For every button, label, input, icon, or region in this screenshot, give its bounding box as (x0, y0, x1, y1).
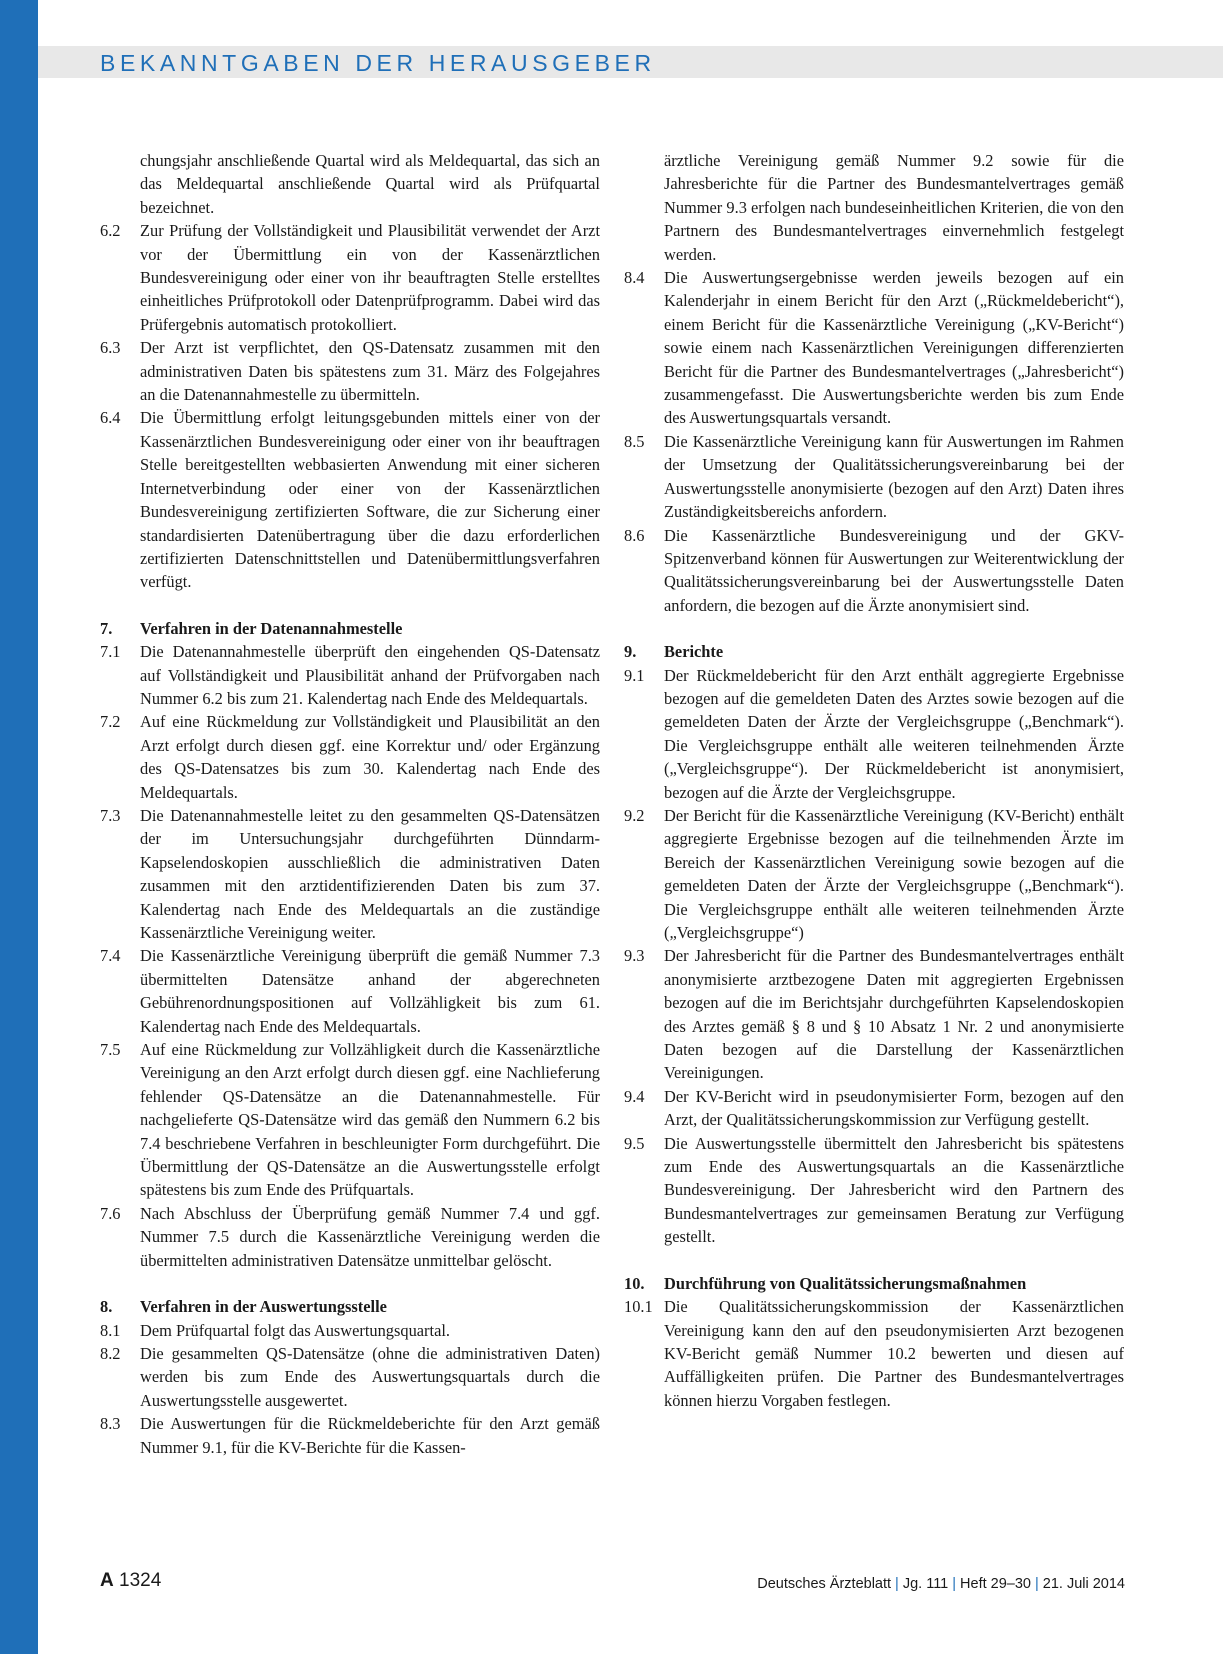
list-item (624, 524, 1124, 618)
item-number: 6.3 (100, 338, 121, 358)
item-number: 9.4 (624, 1086, 645, 1106)
item-number: 7.6 (100, 1203, 121, 1223)
list-item (100, 406, 600, 593)
list-item (100, 1202, 600, 1272)
list-item (624, 1295, 1124, 1412)
item-number: 6.2 (100, 221, 121, 241)
page-prefix: A (100, 1570, 114, 1591)
item-number: 8.4 (624, 268, 645, 288)
section-heading (624, 1272, 1124, 1295)
item-text: Die Übermittlung erfolgt leitungsgebunden mittels einer von der Kassenärztlichen Bundesvereinigung oder einer von ihr beauftragen Stelle bereitgestellten webbasierten Anwendung mit einer sicheren Internetverbindung oder einer von der Kassenärztlichen Bundesvereinigung zertifizierten Software, die zur Sicherung einer standardisierten Datenübertragung über die dazu erforderlichen zertifizierten Datenschnittstellen und Datenübermittlungsverfahren verfügt. (140, 408, 600, 592)
section-heading (624, 640, 1124, 663)
item-text: Der Bericht für die Kassenärztliche Vereinigung (KV-Bericht) enthält aggregierte Ergebnisse bezogen auf die teilnehmenden Ärzte im Bereich der Kassenärztlichen Vereinigung sowie bezogen auf die gemeldeten Daten der Ärzte der Vergleichsgruppe („Benchmark“). Die Vergleichsgruppe enthält alle weiteren teilnehmenden Ärzte („Vergleichsgruppe“) (664, 805, 1124, 942)
item-text: Der Arzt ist verpflichtet, den QS-Datensatz zusammen mit den administrativen Daten bis spätestens zum 31. März des Folgejahres an die Datenannahmestelle zu übermitteln. (140, 338, 600, 405)
item-text: Die Datenannahmestelle leitet zu den gesammelten QS-Datensätzen der im Untersuchungsjahr durchgeführten Dünndarm-Kapselendoskopien ausschließlich die administrativen Daten zusammen mit den arztidentifizierenden Daten bis zum 37. Kalendertag nach Ende des Meldequartals an die zuständige Kassenärztliche Vereinigung weiter. (140, 805, 600, 942)
item-number: 9.3 (624, 946, 645, 966)
item-number: 9.5 (624, 1133, 645, 1153)
list-item (100, 1412, 600, 1459)
item-text: Auf eine Rückmeldung zur Vollzähligkeit durch die Kassenärztliche Vereinigung an den Arzt erfolgt durch diesen ggf. eine Nachlieferung fehlender QS-Datensätze an die Datenannahmestelle. Für nachgelieferte QS-Datensätze wird das gemäß den Nummern 6.2 bis 7.4 beschriebene Verfahren in beschleunigter Form durchgeführt. Die Übermittlung der QS-Datensätze an die Auswertungsstelle erfolgt spätestens bis zum Ende des Prüfquartals. (140, 1040, 600, 1200)
item-text: Die Kassenärztliche Vereinigung überprüft die gemäß Nummer 7.3 übermittelten Datensätze anhand der abgerechneten Gebührenordnungspositionen auf Vollzähligkeit bis zum 61. Kalendertag nach Ende des Meldequartals. (140, 946, 600, 1036)
item-text: Dem Prüfquartal folgt das Auswertungsquartal. (140, 1320, 450, 1340)
item-text: Die Auswertungsstelle übermittelt den Jahresbericht bis spätestens zum Ende des Auswertungsquartals an die Kassenärztliche Bundesvereinigung. Der Jahresbericht wird den Partnern des Bundesmantelvertrages zur gemeinsamen Beratung zur Verfügung gestellt. (664, 1133, 1124, 1247)
journal-volume: Jg. 111 (902, 1576, 949, 1592)
item-text: Auf eine Rückmeldung zur Vollständigkeit und Plausibilität an den Arzt erfolgt durch diesen ggf. eine Korrektur und/ oder Ergänzung des QS-Datensatzes bis zum 30. Kalendertag nach Ende des Meldequartals. (140, 712, 600, 802)
item-text: Die Kassenärztliche Bundesvereinigung und der GKV-Spitzenverband können für Auswertungen zur Weiterentwicklung der Qualitätssicherungsvereinbarung bei der Auswertungsstelle Daten anfordern, die bezogen auf die Ärzte anonymisiert sind. (664, 525, 1124, 615)
item-number: 8.2 (100, 1343, 121, 1363)
publication-date: 21. Juli 2014 (1042, 1576, 1125, 1592)
item-text: Zur Prüfung der Vollständigkeit und Plausibilität verwendet der Arzt vor der Übermittlung ein von der Kassenärztlichen Bundesvereinigung oder einer von ihr beauftragten Stelle erstelltes einheitliches Prüfprotokoll oder Datenprüfprogramm. Dabei wird das Prüfergebnis automatisch protokolliert. (140, 221, 600, 334)
item-number: 9.2 (624, 805, 645, 825)
heading-number: 10. (624, 1273, 645, 1293)
paragraph-continuation: chungsjahr anschließende Quartal wird als Meldequartal, das sich an das Meldequartal anschließende Quartal wird als Prüfquartal bezeichnet. (140, 151, 600, 217)
separator: | (1034, 1576, 1039, 1592)
item-text: Nach Abschluss der Überprüfung gemäß Nummer 7.4 und ggf. Nummer 7.5 durch die Kassenärztliche Vereinigung werden die übermittelten administrativen Datensätze unmittelbar gelöscht. (140, 1203, 600, 1270)
heading-title: Verfahren in der Auswertungsstelle (140, 1297, 387, 1317)
heading-number: 9. (624, 642, 637, 662)
section-heading (100, 1295, 600, 1318)
list-item (624, 266, 1124, 430)
item-text: Die Auswertungsergebnisse werden jeweils bezogen auf ein Kalenderjahr in einem Bericht für den Arzt („Rückmeldebericht“), einem Bericht für die Kassenärztliche Vereinigung („KV-Bericht“) sowie einem nach Kassenärztlichen Vereinigungen differenzierten Bericht für die Partner des Bundesmantelvertrages („Jahresbericht“) zusammengefasst. Die Auswertungsberichte werden bis zum Ende des Auswertungsquartals versandt. (664, 268, 1124, 428)
item-number: 8.1 (100, 1320, 121, 1340)
item-text: Die Qualitätssicherungskommission der Kassenärztlichen Vereinigung kann den auf den pseudonymisierten Arzt bezogenen KV-Bericht gemäß Nummer 10.2 bewerten und diesen auf Auffälligkeiten prüfen. Die Partner des Bundesmantelvertrages können hierzu Vorgaben festlegen. (664, 1297, 1124, 1410)
list-item (624, 664, 1124, 804)
item-number: 6.4 (100, 408, 121, 428)
journal-issue: Heft 29–30 (960, 1576, 1031, 1592)
list-item (100, 1319, 600, 1342)
heading-title: Durchführung von Qualitätssicherungsmaßnahmen (664, 1273, 1027, 1293)
item-number: 7.4 (100, 946, 121, 966)
item-text: Die Auswertungen für die Rückmeldeberichte für den Arzt gemäß Nummer 9.1, für die KV-Berichte für die Kassen- (140, 1414, 600, 1457)
left-column (100, 149, 600, 1459)
item-text: Die Kassenärztliche Vereinigung kann für Auswertungen im Rahmen der Umsetzung der Qualitätssicherungsvereinbarung bei der Auswertungsstelle anonymisierte (bezogen auf den Arzt) Daten ihres Zuständigkeitsbereichs anfordern. (664, 431, 1124, 522)
heading-title: Verfahren in der Datenannahmestelle (140, 618, 403, 638)
page-number-value: 1324 (119, 1570, 162, 1591)
separator: | (895, 1576, 899, 1592)
item-number: 7.3 (100, 805, 121, 825)
paragraph-continuation: ärztliche Vereinigung gemäß Nummer 9.2 sowie für die Jahresberichte für die Partner des Bundesmantelvertrages gemäß Nummer 9.3 erfolgen nach bundeseinheitlichen Kriterien, die von den Partnern des Bundesmantelvertrages einvernehmlich festgelegt werden. (664, 151, 1124, 264)
list-item (100, 336, 600, 406)
item-text: Der Rückmeldebericht für den Arzt enthält aggregierte Ergebnisse bezogen auf die gemeldeten Daten des Arztes sowie bezogen auf die gemeldeten Daten der Ärzte der Vergleichsgruppe („Benchmark“). Die Vergleichsgruppe enthält alle weiteren teilnehmenden Ärzte („Vergleichsgruppe“). Der Rückmeldebericht ist anonymisiert, bezogen auf die Ärzte der Vergleichsgruppe. (664, 665, 1124, 802)
page-number (100, 1570, 161, 1592)
item-number: 7.1 (100, 642, 121, 662)
list-item (100, 710, 600, 804)
list-item (624, 430, 1124, 524)
item-number: 8.6 (624, 525, 645, 545)
item-number: 7.5 (100, 1040, 121, 1060)
publication-info (757, 1576, 1125, 1592)
item-number: 8.5 (624, 431, 645, 451)
separator: | (952, 1576, 957, 1592)
list-item (100, 1038, 600, 1202)
list-item (624, 944, 1124, 1084)
list-item (100, 804, 600, 944)
heading-number: 7. (100, 618, 113, 638)
list-item (100, 219, 600, 336)
heading-number: 8. (100, 1297, 113, 1317)
heading-title: Berichte (664, 642, 724, 662)
item-text: Die gesammelten QS-Datensätze (ohne die administrativen Daten) werden bis zum Ende des Auswertungsquartals durch die Auswertungsstelle ausgewertet. (140, 1343, 600, 1410)
section-heading (100, 617, 600, 640)
section-header: BEKANNTGABEN DER HERAUSGEBER (100, 50, 656, 76)
list-item (624, 1085, 1124, 1132)
right-column (624, 149, 1124, 1412)
section-color-bar (0, 0, 38, 1654)
item-number: 9.1 (624, 665, 645, 685)
item-text: Der KV-Bericht wird in pseudonymisierter Form, bezogen auf den Arzt, der Qualitätssicherungskommission zur Verfügung gestellt. (664, 1086, 1124, 1130)
list-item (624, 804, 1124, 944)
item-number: 8.3 (100, 1414, 121, 1434)
item-text: Der Jahresbericht für die Partner des Bundesmantelvertrages enthält anonymisierte arztbezogene Daten mit aggregierten Ergebnissen bezogen auf die im Berichtsjahr durchgeführten Kapselendoskopien des Arztes gemäß § 8 und § 10 Absatz 1 Nr. 2 und anonymisierte Daten bezogen auf die Darstellung der Kassenärztlichen Vereinigungen. (664, 946, 1124, 1083)
list-item (624, 1132, 1124, 1249)
journal-name: Deutsches Ärzteblatt (757, 1576, 892, 1592)
list-item (100, 640, 600, 710)
item-text: Die Datenannahmestelle überprüft den eingehenden QS-Datensatz auf Vollständigkeit und Plausibilität anhand der Prüfvorgaben nach Nummer 6.2 bis zum 21. Kalendertag nach Ende des Meldequartals. (140, 642, 600, 708)
item-number: 10.1 (624, 1297, 653, 1317)
list-item (100, 944, 600, 1038)
item-number: 7.2 (100, 712, 121, 732)
list-item (100, 1342, 600, 1412)
